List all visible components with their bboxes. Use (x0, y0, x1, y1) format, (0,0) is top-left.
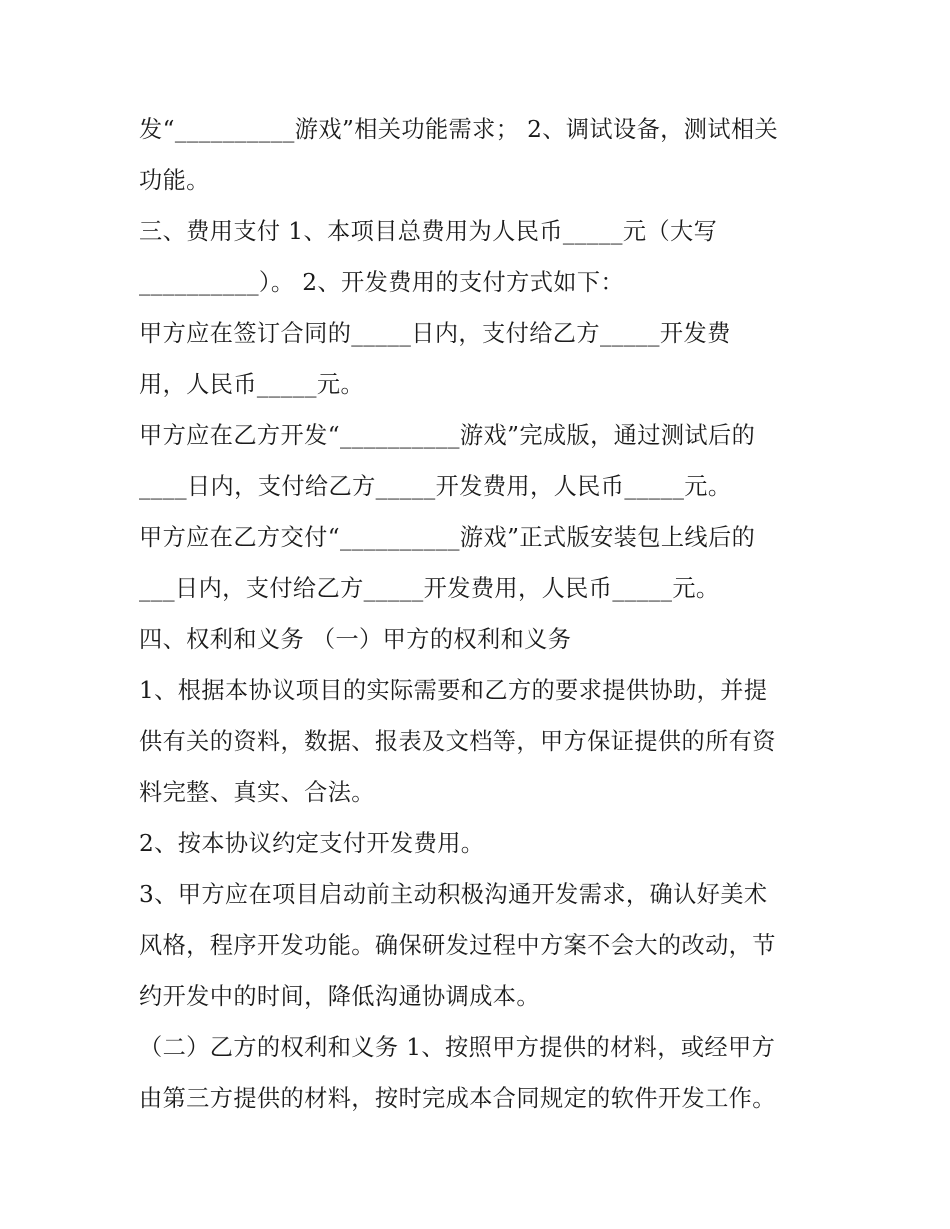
body-line: 3、甲方应在项目启动前主动积极沟通开发需求，确认好美术 (139, 881, 768, 908)
body-line: 2、按本协议约定支付开发费用。 (139, 830, 485, 857)
body-line: 料完整、真实、合法。 (139, 779, 375, 806)
body-line: 甲方应在乙方开发“__________游戏”完成版，通过测试后的 (139, 422, 756, 449)
body-line: 1、根据本协议项目的实际需要和乙方的要求提供协助，并提 (139, 677, 768, 704)
body-line: 三、费用支付 1、本项目总费用为人民币_____元（大写 (139, 218, 718, 245)
section-heading: 四、权利和义务 （一）甲方的权利和义务 (139, 626, 572, 653)
body-line: ____日内，支付给乙方_____开发费用，人民币_____元。 (139, 473, 732, 500)
body-line: 约开发中的时间，降低沟通协调成本。 (139, 983, 540, 1010)
body-line: 功能。 (139, 167, 210, 194)
document-body (139, 104, 819, 1124)
body-line: 甲方应在签订合同的_____日内，支付给乙方_____开发费 (139, 320, 731, 347)
body-line: 供有关的资料，数据、报表及文档等，甲方保证提供的所有资 (139, 728, 776, 755)
body-line: __________）。 2、开发费用的支付方式如下： (139, 269, 625, 296)
body-line: 用，人民币_____元。 (139, 371, 365, 398)
body-line: 发“__________游戏”相关功能需求； 2、调试设备，测试相关 (139, 116, 779, 143)
body-line: ___日内，支付给乙方_____开发费用，人民币_____元。 (139, 575, 720, 602)
body-line: 甲方应在乙方交付“__________游戏”正式版安装包上线后的 (139, 524, 756, 551)
body-line: 风格，程序开发功能。确保研发过程中方案不会大的改动，节 (139, 932, 776, 959)
body-line: 由第三方提供的材料，按时完成本合同规定的软件开发工作。 (139, 1085, 776, 1112)
body-line: （二）乙方的权利和义务 1、按照甲方提供的材料，或经甲方 (139, 1034, 776, 1061)
